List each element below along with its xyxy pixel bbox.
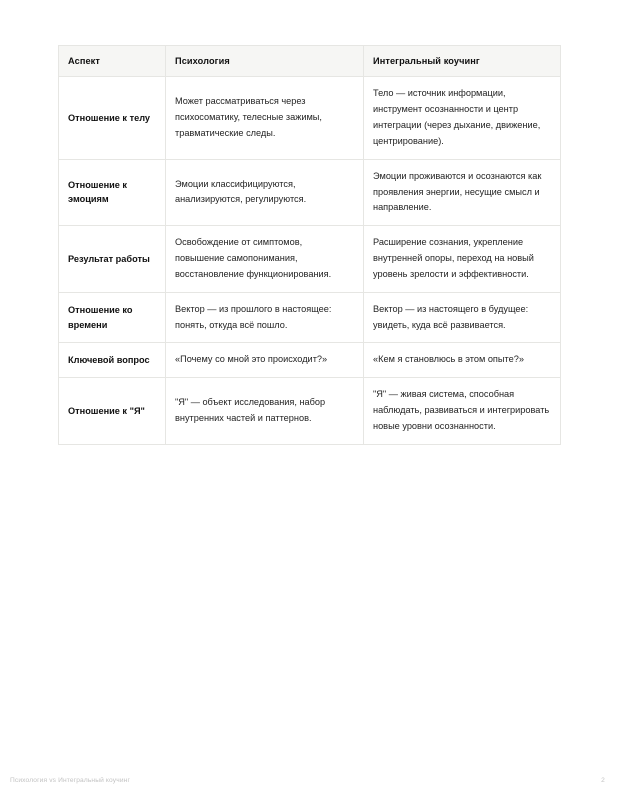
cell-psychology: Освобождение от симптомов, повышение самопонимания, восстановление функционирования.: [166, 226, 364, 292]
cell-psychology: Вектор — из прошлого в настоящее: понять, откуда всё пошло.: [166, 292, 364, 343]
cell-psychology: "Я" — объект исследования, набор внутренних частей и паттернов.: [166, 378, 364, 444]
table-row: [59, 77, 561, 159]
cell-coaching: Тело — источник информации, инструмент осознанности и центр интеграции (через дыхание, движение, центрирование).: [364, 77, 561, 159]
table-row: [59, 378, 561, 444]
cell-coaching: Вектор — из настоящего в будущее: увидеть, куда всё развивается.: [364, 292, 561, 343]
comparison-table: [58, 45, 561, 445]
table-body: [59, 77, 561, 444]
cell-coaching: "Я" — живая система, способная наблюдать, развиваться и интегрировать новые уровни осознанности.: [364, 378, 561, 444]
cell-psychology: Эмоции классифицируются, анализируются, регулируются.: [166, 159, 364, 225]
table-header-row: [59, 46, 561, 77]
cell-psychology: Может рассматриваться через психосоматику, телесные зажимы, травматические следы.: [166, 77, 364, 159]
cell-aspect: Результат работы: [59, 226, 166, 292]
page-footer: [10, 772, 607, 788]
table-row: [59, 226, 561, 292]
cell-psychology: «Почему со мной это происходит?»: [166, 343, 364, 378]
table-row: [59, 343, 561, 378]
cell-coaching: Расширение сознания, укрепление внутренней опоры, переход на новый уровень зрелости и эффективности.: [364, 226, 561, 292]
cell-aspect: Ключевой вопрос: [59, 343, 166, 378]
cell-aspect: Отношение к эмоциям: [59, 159, 166, 225]
cell-aspect: Отношение к телу: [59, 77, 166, 159]
cell-coaching: Эмоции проживаются и осознаются как проявления энергии, несущие смысл и направление.: [364, 159, 561, 225]
cell-aspect: Отношение ко времени: [59, 292, 166, 343]
cell-coaching: «Кем я становлюсь в этом опыте?»: [364, 343, 561, 378]
document-body: [58, 45, 560, 445]
cell-aspect: Отношение к "Я": [59, 378, 166, 444]
table-row: [59, 292, 561, 343]
footer-document-title: Психология vs Интегральный коучинг: [10, 776, 130, 784]
column-header-psychology: Психология: [166, 46, 364, 77]
column-header-aspect: Аспект: [59, 46, 166, 77]
footer-page-number: 2: [601, 776, 605, 784]
table-row: [59, 159, 561, 225]
column-header-coaching: Интегральный коучинг: [364, 46, 561, 77]
table-header: [59, 46, 561, 77]
